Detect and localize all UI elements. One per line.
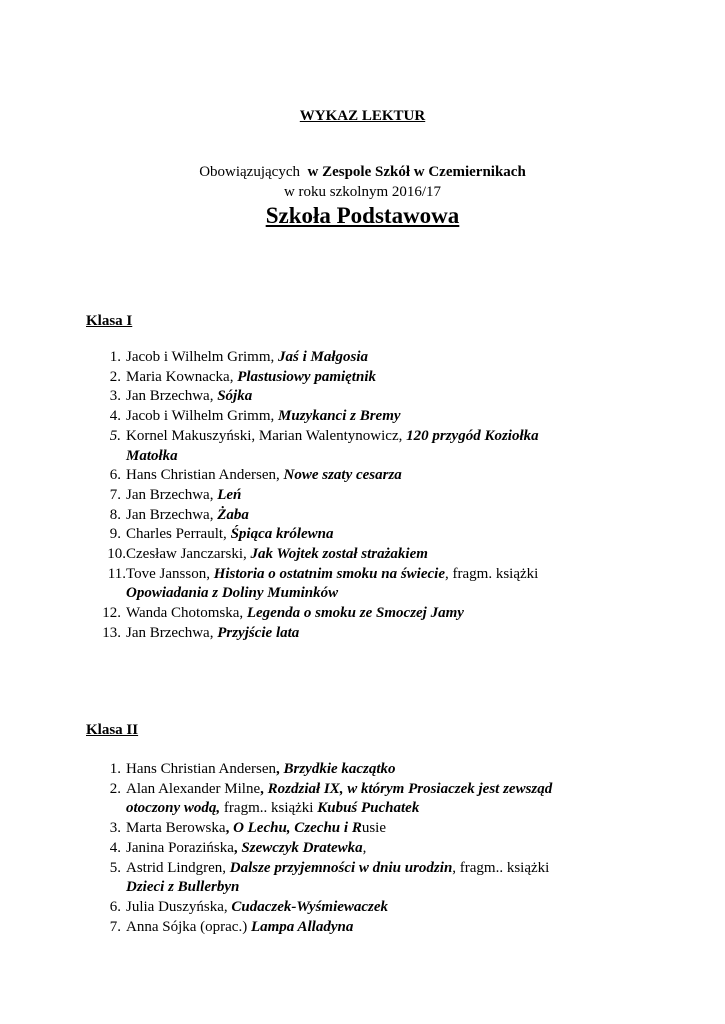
item-number: 8. <box>109 506 121 523</box>
item-number: 11. <box>107 565 126 582</box>
item-separator: , <box>225 820 234 837</box>
list-item <box>86 545 646 565</box>
item-number: 2. <box>109 368 121 385</box>
item-title: Przyjście lata <box>217 624 300 641</box>
item-number: 12. <box>102 605 121 622</box>
list-item <box>86 525 646 545</box>
list-item <box>86 486 646 506</box>
item-author: Charles Perrault, <box>126 526 231 543</box>
item-title: Jaś i Małgosia <box>278 349 369 365</box>
item-suffix: , fragm.. książki <box>452 859 550 876</box>
list-item <box>86 859 646 879</box>
list-item <box>86 839 646 859</box>
item-author: Wanda Chotomska, <box>126 605 247 622</box>
item-title: Żaba <box>217 506 249 523</box>
item-title: Historia o ostatnim smoku na świecie <box>213 565 445 582</box>
item-number: 3. <box>109 820 121 837</box>
item-title: otoczony wodą, <box>126 800 221 817</box>
item-number: 4. <box>109 408 121 425</box>
item-number: 5. <box>109 859 121 876</box>
subtitle-line1 <box>0 164 725 181</box>
item-author: Tove Jansson, <box>126 565 214 582</box>
list-item <box>86 368 646 388</box>
item-author: Maria Kownacka, <box>126 368 238 385</box>
item-title: Śpiąca królewna <box>230 526 334 543</box>
item-number: 2. <box>109 780 121 797</box>
list-item <box>86 604 646 624</box>
klasa-2-list <box>86 760 646 937</box>
item-separator: , <box>223 898 232 915</box>
item-author: Marta Berowska <box>126 820 226 837</box>
item-author: Czesław Janczarski, <box>126 546 251 563</box>
item-author: Jacob i Wilhelm Grimm, <box>126 408 279 425</box>
list-item <box>86 760 646 780</box>
item-suffix: , <box>362 839 367 856</box>
klasa-1-list <box>86 348 646 644</box>
list-item <box>86 780 646 800</box>
item-author: Kornel Makuszyński, Marian Walentynowicz, <box>126 427 407 444</box>
item-title: Kubuś Puchatek <box>317 800 420 817</box>
item-title-continued: Matołka <box>126 447 178 464</box>
item-number: 5. <box>109 427 121 444</box>
item-title: Sójka <box>217 388 253 405</box>
item-author: Janina Porazińska <box>126 839 234 856</box>
item-separator: , <box>233 839 242 856</box>
item-author: Anna Sójka (oprac.) <box>126 918 251 935</box>
item-title: Cudaczek-Wyśmiewaczek <box>231 898 389 915</box>
item-number: 10. <box>107 546 126 563</box>
list-item <box>86 624 646 644</box>
item-title: R <box>351 820 362 837</box>
subtitle-line2: w roku szkolnym 2016/17 <box>283 184 442 200</box>
item-title: O Lechu, Czechu i <box>233 820 352 837</box>
list-item <box>86 819 646 839</box>
item-number: 3. <box>109 388 121 405</box>
item-author: Jan Brzechwa, <box>126 388 218 405</box>
list-item <box>86 918 646 938</box>
item-number: 6. <box>109 467 121 484</box>
school-type-heading: Szkoła Podstawowa <box>265 203 460 228</box>
item-title: Nowe szaty cesarza <box>283 467 402 484</box>
item-title: Lampa Alladyna <box>250 918 354 935</box>
item-suffix: , fragm. książki <box>445 565 539 582</box>
item-title: Dalsze przyjemności w dniu urodzin <box>229 859 453 876</box>
item-suffix: fragm.. książki <box>220 800 318 817</box>
klasa-2-heading: Klasa II <box>86 722 139 738</box>
item-title: Brzydkie kaczątko <box>283 761 396 777</box>
item-number: 1. <box>109 761 121 777</box>
list-item <box>86 427 646 447</box>
item-author: Julia Duszyńska <box>126 898 224 915</box>
klasa-1-heading: Klasa I <box>86 313 133 329</box>
item-author: Alan Alexander Milne <box>126 780 261 797</box>
item-author: Hans Christian Andersen, <box>126 467 284 484</box>
item-number: 7. <box>109 486 121 503</box>
item-title: Plastusiowy pamiętnik <box>237 368 376 385</box>
list-item <box>86 466 646 486</box>
item-separator: , <box>222 859 230 876</box>
item-author: Hans Christian Andersen <box>126 761 276 777</box>
subtitle-school: w Zespole Szkół w Czemiernikach <box>307 164 526 180</box>
item-title-continued <box>86 799 646 819</box>
item-number: 7. <box>109 918 121 935</box>
item-title: Legenda o smoku ze Smoczej Jamy <box>246 605 464 622</box>
item-number: 13. <box>102 624 121 641</box>
subtitle-prefix: Obowiązujących <box>199 164 300 180</box>
page-title: WYKAZ LEKTUR <box>299 108 426 124</box>
item-title: Muzykanci z Bremy <box>278 408 401 425</box>
list-item <box>86 565 646 585</box>
item-number: 4. <box>109 839 121 856</box>
list-item <box>86 407 646 427</box>
item-number: 1. <box>109 349 121 365</box>
item-author: Jan Brzechwa, <box>126 486 218 503</box>
item-author: Astrid Lindgren <box>126 859 223 876</box>
list-item <box>86 348 646 368</box>
item-title: Leń <box>217 486 242 503</box>
item-author: Jan Brzechwa, <box>126 624 218 641</box>
list-item <box>86 506 646 526</box>
item-title-continued: Dzieci z Bullerbyn <box>126 879 240 896</box>
item-title: Jak Wojtek został strażakiem <box>250 546 428 563</box>
item-title-continued: Opowiadania z Doliny Muminków <box>126 585 339 602</box>
item-separator: , <box>275 761 284 777</box>
list-item <box>86 898 646 918</box>
item-separator: , <box>260 780 268 797</box>
item-author: Jan Brzechwa, <box>126 506 218 523</box>
item-title: 120 przygód Koziołka <box>406 427 539 444</box>
item-title-tail: usie <box>361 820 387 837</box>
item-number: 9. <box>109 526 121 543</box>
item-title: Szewczyk Dratewka <box>241 839 363 856</box>
item-title: Rozdział IX, w którym Prosiaczek jest zewsząd <box>267 780 553 797</box>
list-item <box>86 387 646 407</box>
item-number: 6. <box>109 898 121 915</box>
item-author: Jacob i Wilhelm Grimm, <box>126 349 279 365</box>
